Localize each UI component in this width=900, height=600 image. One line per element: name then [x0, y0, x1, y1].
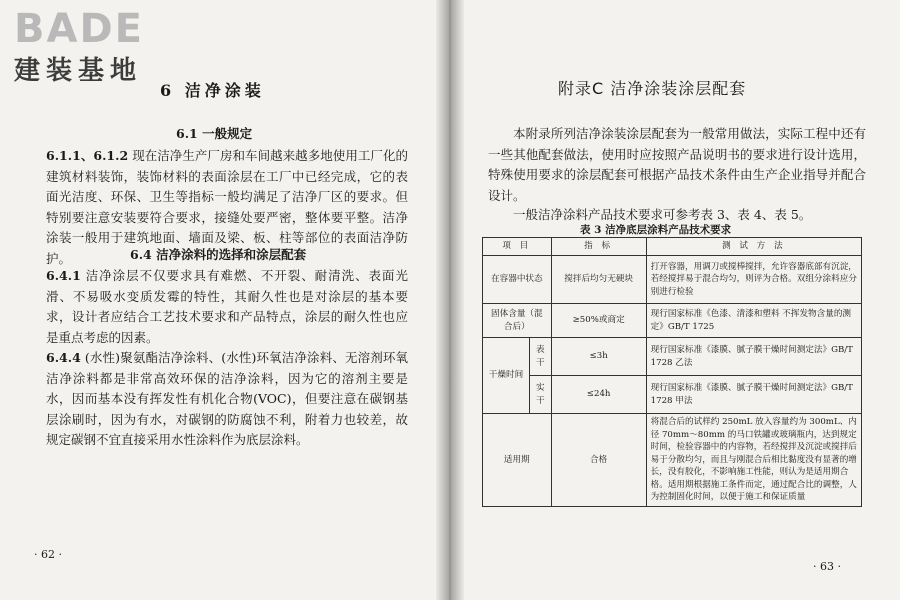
cell-item: 适用期 [483, 414, 552, 507]
bade-logo [6, 4, 174, 86]
cell-index: 合格 [551, 414, 646, 507]
logo-text: BADE [14, 6, 144, 52]
clause-6-4-4-paragraph [46, 348, 408, 451]
cell-method: 现行国家标准《色漆、清漆和塑料 不挥发物含量的测定》GB/T 1725 [646, 304, 861, 338]
clause-6-4-1-paragraph [46, 266, 408, 348]
cell-method: 现行国家标准《漆膜、腻子膜干燥时间测定法》GB/T 1728 甲法 [646, 376, 861, 414]
appendix-title: 附录C 洁净涂装涂层配套 [558, 79, 747, 98]
cell-index: 搅拌后均匀无硬块 [551, 256, 646, 304]
left-page [0, 0, 442, 600]
chapter-title: 6 洁净涂装 [160, 81, 265, 100]
clause-text: 现在洁净生产厂房和车间越来越多地使用工厂化的建筑材料装饰，装饰材料的表面涂层在工厂中已经完成，它的表面光洁度、环保、卫生等指标一般均满足了洁净厂区的要求。但特别要注意安装要符合要求，接缝处要严密，整体要平整。洁净涂装一般用于建筑地面、墙面及梁、板、柱等部位的表面洁净防护。 [46, 148, 408, 266]
cell-index: ≥50%或商定 [551, 304, 646, 338]
table-reference-text: 一般洁净涂料产品技术要求可参考表 3、表 4、表 5。 [513, 207, 812, 222]
clause-number: 6.4.1 [46, 268, 81, 283]
right-page [458, 0, 900, 600]
cell-item: 固体含量（混合后） [483, 304, 552, 338]
cell-item: 实干 [530, 376, 552, 414]
header-index: 指 标 [551, 238, 646, 256]
table-row [483, 414, 862, 507]
table-caption: 表 3 洁净底层涂料产品技术要求 [580, 224, 732, 236]
logo-subtitle: 建装基地 [14, 56, 143, 86]
page-number-right: · 63 · [813, 560, 841, 573]
table-row [483, 376, 862, 414]
header-method: 测 试 方 法 [646, 238, 861, 256]
book-spine [436, 0, 464, 600]
cell-index: ≤3h [551, 338, 646, 376]
table-row [483, 256, 862, 304]
cell-method: 将混合后的试样约 250mL 放入容量约为 300mL、内径 70mm～80mm 的马口铁罐或玻璃瓶内，达到规定时间，检验容器中的内容物，若经搅拌及沉淀或搅拌后易于分散均匀，而且与刚混合后相比黏度没有显著的增长，没有胶化，不影响施工性能，则认为是适用期合格。适用期根据施工条件而定，通过配合比的调整，人为控制固化时间，以便于施工和保证质量 [646, 414, 861, 507]
cell-method: 现行国家标准《漆膜、腻子膜干燥时间测定法》GB/T 1728 乙法 [646, 338, 861, 376]
table-row [483, 338, 862, 376]
cell-item: 在容器中状态 [483, 256, 552, 304]
clause-number: 6.4.4 [46, 350, 81, 365]
section-6-1-heading: 6.1 一般规定 [176, 126, 253, 141]
table-header-row [483, 238, 862, 256]
clause-text: (水性)聚氨酯洁净涂料、(水性)环氧洁净涂料、无溶剂环氧洁净涂料都是非常高效环保的洁净涂料，因为它的溶剂主要是水，因而基本没有挥发性有机化合物(VOC)，但要注意在碳钢基层涂刷时，因为有水，对碳钢的防腐蚀不利，附着力也较差，故规定碳钢不宜直接采用水性涂料作为底层涂料。 [46, 350, 408, 447]
clause-number: 6.1.1、6.1.2 [46, 148, 129, 163]
clause-text: 洁净涂层不仅要求具有难燃、不开裂、耐清洗、表面光滑、不易吸水变质发霉的特性，其耐久性也是对涂层的基本要求，设计者应结合工艺技术要求和产品特点，涂层的耐久性也应是重点考虑的因素。 [46, 268, 408, 345]
coating-spec-table [482, 237, 862, 507]
cell-item: 表干 [530, 338, 552, 376]
header-item: 项 目 [483, 238, 552, 256]
cell-method: 打开容器，用调刀或搅棒搅拌，允许容器底部有沉淀，若经搅拌易于混合均匀，则评为合格。双组分涂料应分别进行检验 [646, 256, 861, 304]
page-number-left: · 62 · [34, 548, 62, 561]
section-6-4-heading: 6.4 洁净涂料的选择和涂层配套 [130, 247, 307, 262]
cell-index: ≤24h [551, 376, 646, 414]
appendix-intro-paragraph: 本附录所列洁净涂装涂层配套为一般常用做法，实际工程中还有一些其他配套做法，使用时应按照产品说明书的要求进行设计选用，特殊使用要求的涂层配套可根据产品技术条件由生产企业指导并配合设计。 [488, 126, 866, 203]
cell-group: 干燥时间 [483, 338, 530, 414]
table-row [483, 304, 862, 338]
